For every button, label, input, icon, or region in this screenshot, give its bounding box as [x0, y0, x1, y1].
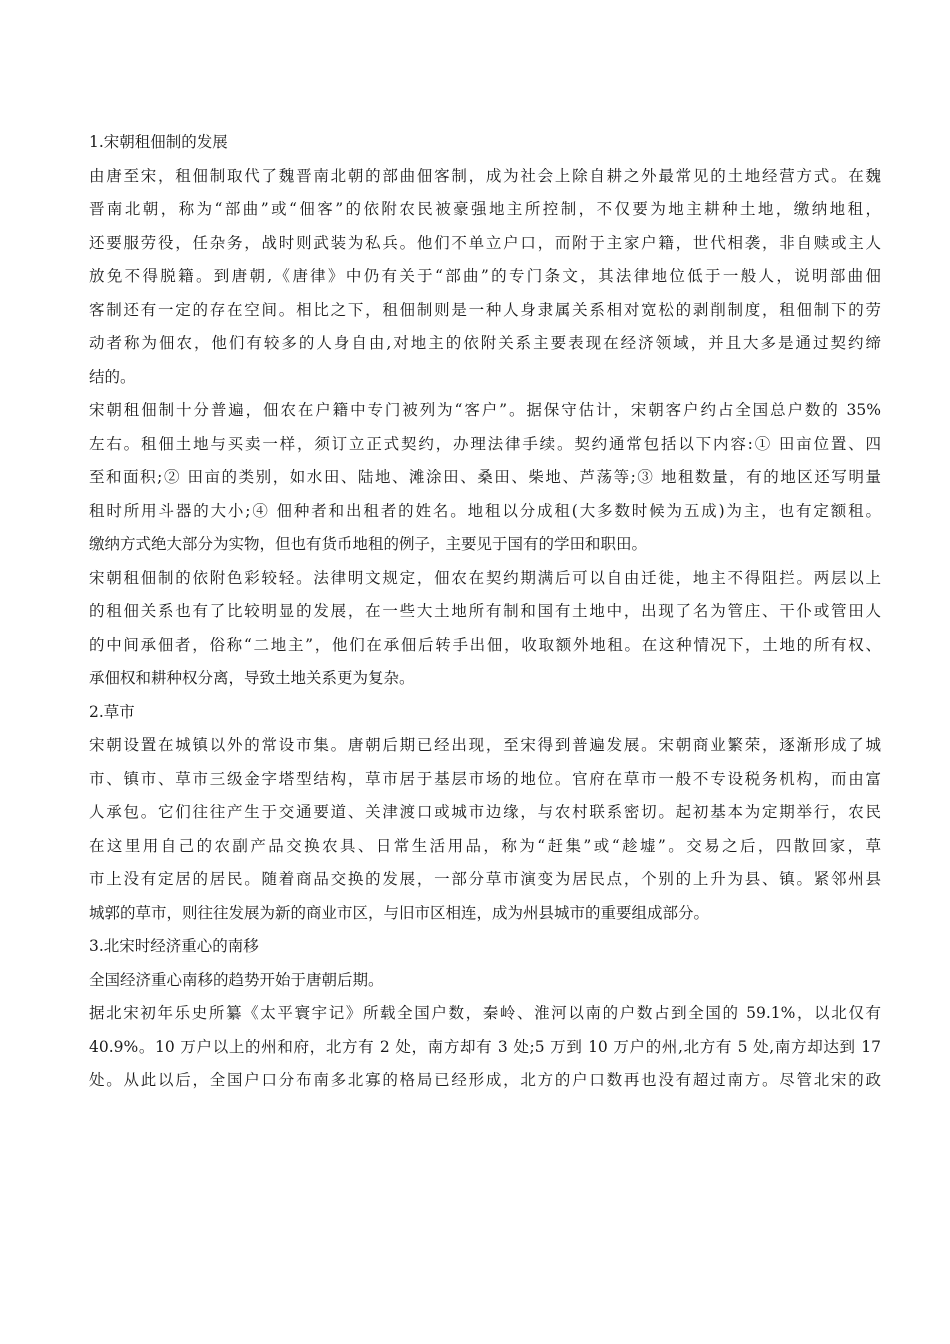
text-line: 40.9%。10 万户以上的州和府，北方有 2 处，南方却有 3 处;5 万到 10 万户的州,北方有 5 处,南方却达到 17 — [89, 1037, 881, 1056]
text-line: 至和面积;② 田亩的类别，如水田、陆地、滩涂田、桑田、柴地、芦荡等;③ 地租数量，有的地区还写明量 — [89, 468, 881, 486]
text-line: 结的。 — [89, 367, 136, 386]
text-line: 的中间承佃者，俗称“二地主”，他们在承佃后转手出佃，收取额外地租。在这种情况下，土地的所有权、 — [89, 635, 881, 654]
text-line: 动者称为佃农，他们有较多的人身自由,对地主的依附关系主要表现在经济领域，并且大多是通过契约缔 — [89, 334, 881, 352]
section-heading: 3.北宋时经济重心的南移 — [89, 937, 259, 955]
text-line: 人承包。它们往往产生于交通要道、关津渡口或城市边缘，与农村联系密切。起初基本为定期举行，农民 — [89, 803, 881, 821]
text-line: 据北宋初年乐史所纂《太平寰宇记》所载全国户数，秦岭、淮河以南的户数占到全国的 59.1%，以北仅有 — [89, 1004, 881, 1022]
section-heading: 2.草市 — [89, 702, 135, 721]
text-line: 宋朝租佃制十分普遍，佃农在户籍中专门被列为“客户”。据保守估计，宋朝客户约占全国总户数的 35% — [89, 401, 881, 419]
text-line: 城郭的草市，则往往发展为新的商业市区，与旧市区相连，成为州县城市的重要组成部分。 — [89, 903, 710, 922]
text-line: 放免不得脱籍。到唐朝,《唐律》中仍有关于“部曲”的专门条文，其法律地位低于一般人，说明部曲佃 — [89, 267, 881, 285]
text-line: 还要服劳役，任杂务，战时则武装为私兵。他们不单立户口，而附于主家户籍，世代相袭，非自赎或主人 — [89, 233, 881, 252]
document-page — [89, 126, 881, 1098]
text-line: 处。从此以后，全国户口分布南多北寡的格局已经形成，北方的户口数再也没有超过南方。尽管北宋的政 — [89, 1071, 881, 1089]
text-line: 由唐至宋，租佃制取代了魏晋南北朝的部曲佃客制，成为社会上除自耕之外最常见的土地经营方式。在魏 — [89, 166, 881, 185]
text-line: 晋南北朝，称为“部曲”或“佃客”的依附农民被豪强地主所控制，不仅要为地主耕种土地，缴纳地租， — [89, 200, 881, 218]
text-line: 客制还有一定的存在空间。相比之下，租佃制则是一种人身隶属关系相对宽松的剥削制度，租佃制下的劳 — [89, 300, 881, 319]
text-line: 租时所用斗器的大小;④ 佃种者和出租者的姓名。地租以分成租(大多数时候为五成)为主，也有定额租。 — [89, 501, 881, 520]
text-line: 宋朝设置在城镇以外的常设市集。唐朝后期已经出现，至宋得到普遍发展。宋朝商业繁荣，逐渐形成了城 — [89, 736, 881, 754]
text-line: 市上没有定居的居民。随着商品交换的发展，一部分草市演变为居民点，个别的上升为县、镇。紧邻州县 — [89, 870, 881, 888]
text-line: 的租佃关系也有了比较明显的发展，在一些大土地所有制和国有土地中，出现了名为管庄、干仆或管田人 — [89, 602, 881, 620]
text-line: 市、镇市、草市三级金字塔型结构，草市居于基层市场的地位。官府在草市一般不专设税务机构，而由富 — [89, 769, 881, 788]
text-line: 在这里用自己的农副产品交换农具、日常生活用品，称为“赶集”或“趁墟”。交易之后，四散回家，草 — [89, 836, 881, 855]
text-line: 承佃权和耕种权分离，导致土地关系更为复杂。 — [89, 669, 415, 687]
text-line: 缴纳方式绝大部分为实物，但也有货币地租的例子，主要见于国有的学田和职田。 — [89, 535, 648, 553]
section-heading: 1.宋朝租佃制的发展 — [89, 133, 228, 151]
text-line: 宋朝租佃制的依附色彩较轻。法律明文规定，佃农在契约期满后可以自由迁徙，地主不得阻拦。两层以上 — [89, 568, 881, 587]
text-line: 全国经济重心南移的趋势开始于唐朝后期。 — [89, 970, 384, 989]
text-line: 左右。租佃土地与买卖一样，须订立正式契约，办理法律手续。契约通常包括以下内容:① 田亩位置、四 — [89, 434, 881, 453]
